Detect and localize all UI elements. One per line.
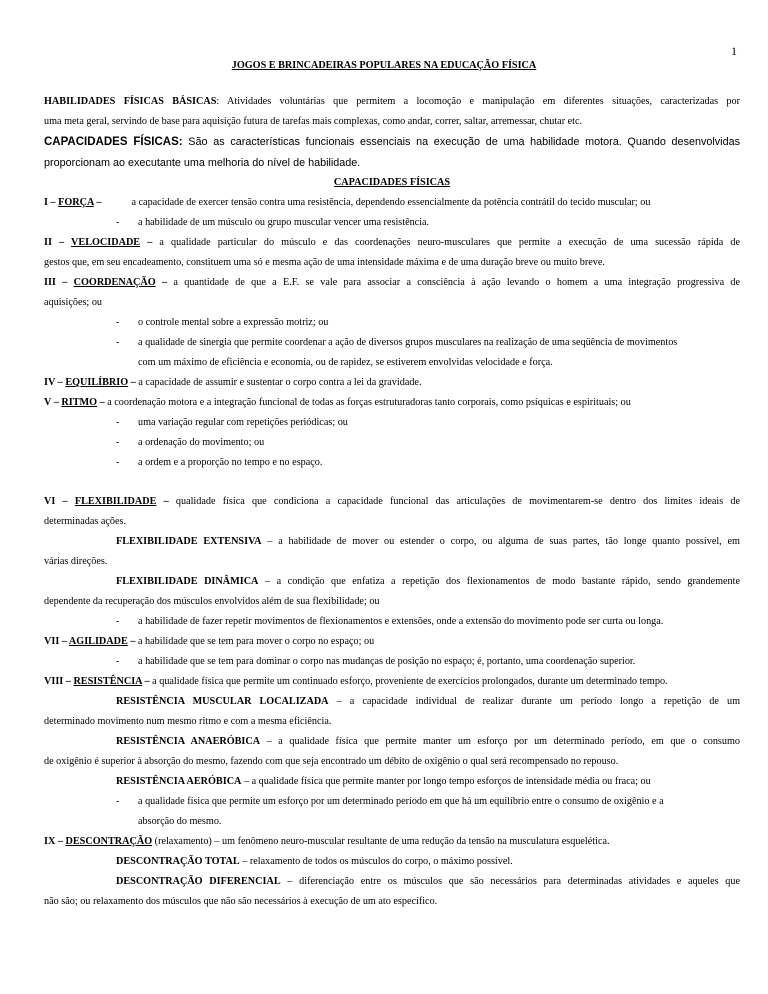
bullet-marker: - xyxy=(116,616,120,627)
velocidade-line-2: gestos que, em seu encadeamento, constituem uma só e mesma ação de uma intensidade máxima e de uma duração breve ou muito breve. xyxy=(44,257,605,268)
velocidade-name: VELOCIDADE xyxy=(71,237,141,248)
section-heading xyxy=(44,173,740,193)
bullet-text: uma variação regular com repetições periódicas; ou xyxy=(138,417,348,428)
res-localizada-text: – a capacidade individual de realizar durante um período longo a repetição de um xyxy=(328,696,740,707)
flex-extensiva xyxy=(44,532,740,552)
bullet-marker: - xyxy=(116,337,120,348)
bullet-text: a habilidade de fazer repetir movimentos de flexionamentos e extensões, onde a extensão do movimento pode ser curta ou longa. xyxy=(138,616,664,627)
item-resistencia xyxy=(44,672,740,692)
coordenacao-line-2: aquisições; ou xyxy=(44,297,103,308)
flexibilidade-line-2: determinadas ações. xyxy=(44,516,127,527)
equilibrio-number: IV – xyxy=(44,377,66,388)
resistencia-number: VIII – xyxy=(44,676,74,687)
desc-diferencial-line-2: não são; ou relaxamento dos músculos que não são necessários à execução de um ato específico. xyxy=(44,896,438,907)
coordenacao-bullet-2-cont: com um máximo de eficiência e economia, ou de rapidez, se estiverem envolvidas velocidade e força. xyxy=(138,357,553,368)
flexibilidade-bullet-1 xyxy=(44,612,740,632)
item-velocidade xyxy=(44,233,740,253)
ritmo-bullet-2 xyxy=(44,433,740,453)
res-anaerobica-text: – a qualidade física que permite manter um esforço por um determinado período, em que o consumo xyxy=(260,736,740,747)
forca-number: I – xyxy=(44,197,59,208)
descontracao-name: DESCONTRAÇÃO xyxy=(65,836,153,847)
flex-extensiva-label: FLEXIBILIDADE EXTENSIVA xyxy=(116,536,262,547)
bullet-marker: - xyxy=(116,796,120,807)
bullet-text: a qualidade de sinergia que permite coordenar a ação de diversos grupos musculares na realização de uma seqüência de movimentos xyxy=(138,337,678,348)
res-anaerobica xyxy=(44,732,740,752)
capacidades-label: CAPACIDADES FÍSICAS: xyxy=(44,136,183,148)
coordenacao-number: III – xyxy=(44,277,74,288)
velocidade-sep: – xyxy=(140,237,160,248)
ritmo-number: V – xyxy=(44,397,62,408)
habilidades-text: : Atividades voluntárias que permitem a locomoção e manipulação em diferentes situações, caracterizadas por xyxy=(216,96,740,107)
coordenacao-text: a quantidade de que a E.F. se vale para associar a consciência à ação levando o homem a uma integração progressiva de xyxy=(173,277,741,288)
agilidade-sep: – xyxy=(127,636,138,647)
ritmo-name: RITMO xyxy=(61,397,98,408)
bullet-text: a ordem e a proporção no tempo e no espaço. xyxy=(138,457,323,468)
resistencia-sep: – xyxy=(141,676,153,687)
item-descontracao xyxy=(44,832,740,852)
bullet-marker: - xyxy=(116,656,120,667)
forca-text: a capacidade de exercer tensão contra uma resistência, dependendo essencialmente da potência contrátil do tecido muscular; ou xyxy=(131,197,651,208)
section-heading-text: CAPACIDADES FÍSICAS xyxy=(333,177,451,188)
bullet-text: o controle mental sobre a expressão motriz; ou xyxy=(138,317,329,328)
item-coordenacao xyxy=(44,273,740,293)
desc-diferencial-label: DESCONTRAÇÃO DIFERENCIAL xyxy=(116,876,281,887)
flex-dinamica-label: FLEXIBILIDADE DINÂMICA xyxy=(116,576,259,587)
ritmo-bullet-1 xyxy=(44,413,740,433)
agilidade-bullet-1 xyxy=(44,652,740,672)
capacidades-line-1 xyxy=(44,132,740,153)
res-anaerobica-line-2: de oxigênio é superior à absorção do mesmo, fazendo com que seja encontrado um débito de oxigênio o qual será recompensado no repouso. xyxy=(44,756,619,767)
descontracao-sep: (relaxamento) – xyxy=(152,836,222,847)
coordenacao-name: COORDENAÇÃO xyxy=(73,277,156,288)
agilidade-number: VII – xyxy=(44,636,69,647)
flex-extensiva-text: – a habilidade de mover ou estender o corpo, ou alguma de suas partes, tão longe quanto possível, em xyxy=(261,536,740,547)
flexibilidade-sep: – xyxy=(156,496,176,507)
res-localizada xyxy=(44,692,740,712)
res-aerobica-text: – a qualidade física que permite manter por longo tempo esforços de intensidade média ou fraca; ou xyxy=(241,776,651,787)
habilidades-line-2: uma meta geral, servindo de base para aquisição futura de tarefas mais complexas, como andar, correr, saltar, arremessar, chutar etc. xyxy=(44,116,583,127)
bullet-text: a qualidade física que permite um esforço por um determinado período em que há um equilíbrio entre o consumo de oxigênio e a xyxy=(138,796,664,807)
desc-total-text: – relaxamento de todos os músculos do corpo, o máximo possível. xyxy=(239,856,513,867)
velocidade-text: a qualidade particular do músculo e das coordenações neuro-musculares que permite a execução de uma sucessão rápida de xyxy=(159,237,741,248)
bullet-text: a ordenação do movimento; ou xyxy=(138,437,265,448)
res-localizada-label: RESISTÊNCIA MUSCULAR LOCALIZADA xyxy=(116,696,329,707)
bullet-text: a habilidade que se tem para dominar o corpo nas mudanças de posição no espaço; é, portanto, uma coordenação superior. xyxy=(138,656,636,667)
bullet-text: a habilidade de um músculo ou grupo muscular vencer uma resistência. xyxy=(138,217,430,228)
forca-name: FORÇA xyxy=(58,197,94,208)
page-number: 1 xyxy=(731,44,737,58)
item-flexibilidade xyxy=(44,492,740,512)
habilidades-label: HABILIDADES FÍSICAS BÁSICAS xyxy=(44,96,217,107)
resistencia-name: RESISTÊNCIA xyxy=(73,676,142,687)
coordenacao-bullet-2 xyxy=(44,333,740,353)
flexibilidade-name: FLEXIBILIDADE xyxy=(74,496,157,507)
flex-extensiva-line-2: várias direções. xyxy=(44,556,108,567)
resistencia-bullet-1-cont: absorção do mesmo. xyxy=(138,816,222,827)
equilibrio-name: EQUILÍBRIO xyxy=(65,377,129,388)
descontracao-text: um fenômeno neuro-muscular resultante de uma redução da tensão na musculatura esquelética. xyxy=(222,836,610,847)
flexibilidade-number: VI – xyxy=(44,496,75,507)
bullet-marker: - xyxy=(116,457,120,468)
flex-dinamica-line-2: dependente da recuperação dos músculos envolvidos além de sua flexibilidade; ou xyxy=(44,596,380,607)
habilidades-line-1 xyxy=(44,92,740,112)
equilibrio-sep: – xyxy=(128,377,139,388)
desc-total-label: DESCONTRAÇÃO TOTAL xyxy=(116,856,240,867)
bullet-marker: - xyxy=(116,317,120,328)
item-equilibrio xyxy=(44,373,740,393)
agilidade-name: AGILIDADE xyxy=(68,636,128,647)
item-ritmo xyxy=(44,393,740,413)
equilibrio-text: a capacidade de assumir e sustentar o corpo contra a lei da gravidade. xyxy=(138,377,422,388)
bullet-marker: - xyxy=(116,217,120,228)
bullet-marker: - xyxy=(116,437,120,448)
document-title: JOGOS E BRINCADEIRAS POPULARES NA EDUCAÇÃO FÍSICA xyxy=(231,60,537,71)
ritmo-text: a coordenação motora e a integração funcional de todas as forças estruturadoras tanto corporais, como psíquicas e espirituais; ou xyxy=(107,397,631,408)
forca-bullet-1 xyxy=(44,213,740,233)
capacidades-text: São as características funcionais essenciais na execução de uma habilidade motora. Quando desenvolvidas xyxy=(182,136,740,148)
item-forca xyxy=(44,193,740,213)
res-anaerobica-label: RESISTÊNCIA ANAERÓBICA xyxy=(116,736,261,747)
velocidade-number: II – xyxy=(44,237,72,248)
coordenacao-sep: – xyxy=(155,277,174,288)
flexibilidade-text: qualidade física que condiciona a capacidade funcional das articulações de movimentarem-se dentro dos limites ideais de xyxy=(175,496,741,507)
ritmo-bullet-3 xyxy=(44,453,740,473)
descontracao-number: IX – xyxy=(44,836,66,847)
bullet-marker: - xyxy=(116,417,120,428)
item-agilidade xyxy=(44,632,740,652)
desc-total xyxy=(44,852,740,872)
res-aerobica xyxy=(44,772,740,792)
flex-dinamica-text: – a condição que enfatiza a repetição dos flexionamentos de modo bastante rápido, sendo grandemente xyxy=(258,576,740,587)
agilidade-text: a habilidade que se tem para mover o corpo no espaço; ou xyxy=(137,636,375,647)
ritmo-sep: – xyxy=(97,397,108,408)
desc-diferencial xyxy=(44,872,740,892)
forca-sep: – xyxy=(93,197,102,208)
res-localizada-line-2: determinado movimento num mesmo ritmo e com a mesma eficiência. xyxy=(44,716,332,727)
resistencia-text: a qualidade física que permite um continuado esforço, proveniente de exercícios prolongados, durante um determinado tempo. xyxy=(152,676,668,687)
resistencia-bullet-1 xyxy=(44,792,740,812)
res-aerobica-label: RESISTÊNCIA AERÓBICA xyxy=(116,776,242,787)
document-body xyxy=(44,92,740,912)
flex-dinamica xyxy=(44,572,740,592)
capacidades-line-2: proporcionam ao executante uma melhoria do nível de habilidade. xyxy=(44,157,361,169)
coordenacao-bullet-1 xyxy=(44,313,740,333)
desc-diferencial-text: – diferenciação entre os músculos que são necessários para determinadas atividades e aqueles que xyxy=(280,876,740,887)
